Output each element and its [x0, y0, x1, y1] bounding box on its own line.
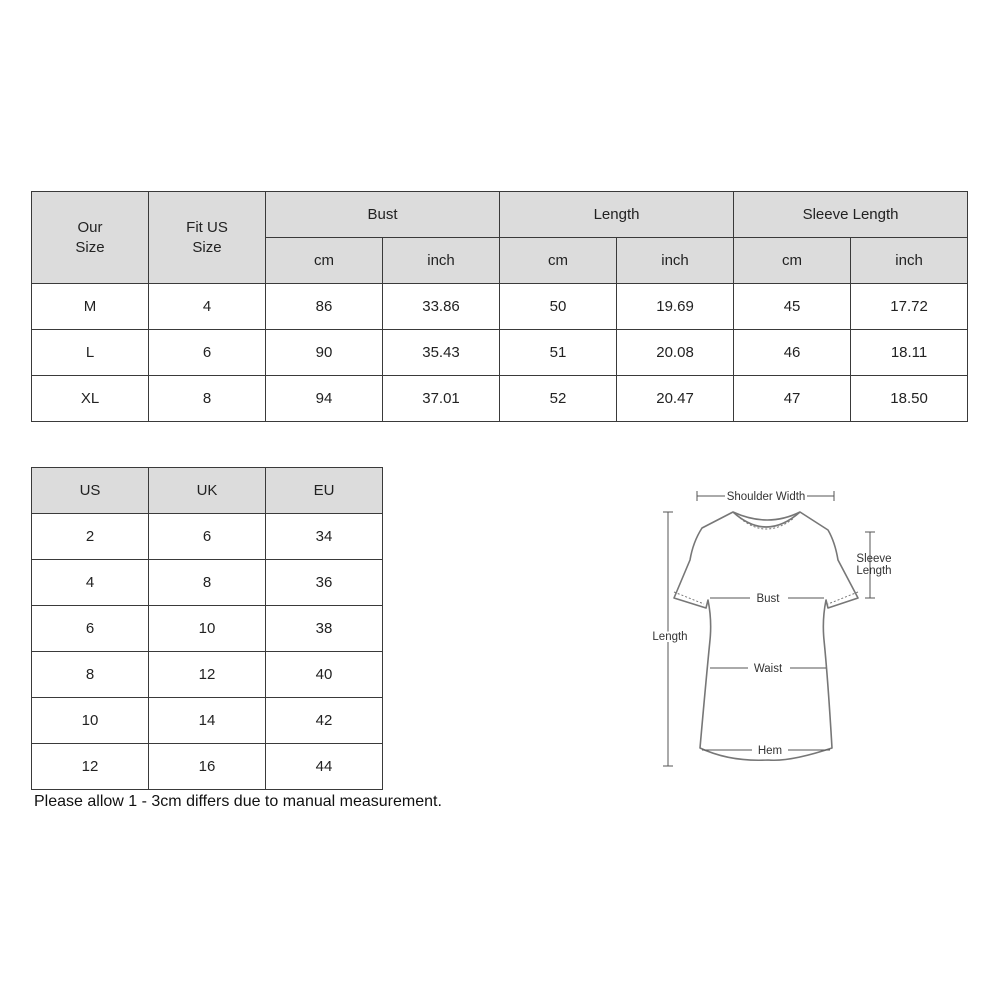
header-our-size: Our Size	[32, 192, 149, 284]
header-length: Length	[500, 192, 734, 238]
cell-bust-cm: 94	[266, 376, 383, 422]
label-waist: Waist	[753, 663, 783, 675]
header-bust: Bust	[266, 192, 500, 238]
cell-us: 10	[32, 698, 149, 744]
table-row	[32, 376, 968, 422]
cell-sleeve-cm: 46	[734, 330, 851, 376]
cell-size: XL	[32, 376, 149, 422]
cell-eu: 34	[266, 514, 383, 560]
tshirt-outline	[674, 512, 858, 760]
cell-eu: 38	[266, 606, 383, 652]
cell-sleeve-inch: 18.11	[851, 330, 968, 376]
cell-bust-cm: 90	[266, 330, 383, 376]
cell-uk: 16	[149, 744, 266, 790]
cell-uk: 6	[149, 514, 266, 560]
table-row	[32, 744, 383, 790]
cell-length-cm: 52	[500, 376, 617, 422]
table-row	[32, 330, 968, 376]
table-row	[32, 652, 383, 698]
cell-length-inch: 20.47	[617, 376, 734, 422]
size-chart-table	[31, 191, 968, 422]
unit-inch: inch	[851, 238, 968, 284]
cell-length-inch: 19.69	[617, 284, 734, 330]
header-row	[32, 468, 383, 514]
label-hem: Hem	[757, 745, 783, 757]
cell-us: 6	[32, 606, 149, 652]
cell-length-cm: 50	[500, 284, 617, 330]
unit-cm: cm	[734, 238, 851, 284]
label-sleeve-line1: Sleeve	[856, 553, 892, 565]
cell-bust-inch: 37.01	[383, 376, 500, 422]
header-fit-us-size: Fit US Size	[149, 192, 266, 284]
unit-cm: cm	[266, 238, 383, 284]
cell-bust-inch: 33.86	[383, 284, 500, 330]
table-row	[32, 698, 383, 744]
cell-sleeve-inch: 18.50	[851, 376, 968, 422]
measurement-lines	[663, 491, 875, 766]
cell-bust-inch: 35.43	[383, 330, 500, 376]
label-shoulder-width: Shoulder Width	[726, 491, 806, 503]
cell-us: 4	[32, 560, 149, 606]
header-eu: EU	[266, 468, 383, 514]
cell-us: 6	[149, 330, 266, 376]
cell-length-cm: 51	[500, 330, 617, 376]
cell-eu: 36	[266, 560, 383, 606]
cell-size: L	[32, 330, 149, 376]
cell-uk: 10	[149, 606, 266, 652]
cell-sleeve-cm: 47	[734, 376, 851, 422]
measurement-note: Please allow 1 - 3cm differs due to manual measurement.	[34, 793, 442, 810]
cell-length-inch: 20.08	[617, 330, 734, 376]
size-conversion-table	[31, 467, 383, 790]
tshirt-measurement-diagram	[640, 480, 900, 780]
cell-uk: 14	[149, 698, 266, 744]
unit-inch: inch	[383, 238, 500, 284]
cell-us: 8	[149, 376, 266, 422]
unit-cm: cm	[500, 238, 617, 284]
cell-us: 12	[32, 744, 149, 790]
label-sleeve-line2: Length	[856, 565, 892, 577]
label-bust: Bust	[756, 593, 780, 605]
cell-uk: 12	[149, 652, 266, 698]
header-row	[32, 192, 968, 238]
header-uk: UK	[149, 468, 266, 514]
table-row	[32, 606, 383, 652]
table-row	[32, 284, 968, 330]
unit-inch: inch	[617, 238, 734, 284]
cell-sleeve-inch: 17.72	[851, 284, 968, 330]
cell-eu: 44	[266, 744, 383, 790]
cell-size: M	[32, 284, 149, 330]
cell-bust-cm: 86	[266, 284, 383, 330]
cell-eu: 40	[266, 652, 383, 698]
header-us: US	[32, 468, 149, 514]
cell-us: 4	[149, 284, 266, 330]
cell-uk: 8	[149, 560, 266, 606]
header-sleeve-length: Sleeve Length	[734, 192, 968, 238]
label-length: Length	[652, 631, 688, 643]
cell-us: 8	[32, 652, 149, 698]
cell-sleeve-cm: 45	[734, 284, 851, 330]
table-row	[32, 560, 383, 606]
cell-us: 2	[32, 514, 149, 560]
table-row	[32, 514, 383, 560]
cell-eu: 42	[266, 698, 383, 744]
